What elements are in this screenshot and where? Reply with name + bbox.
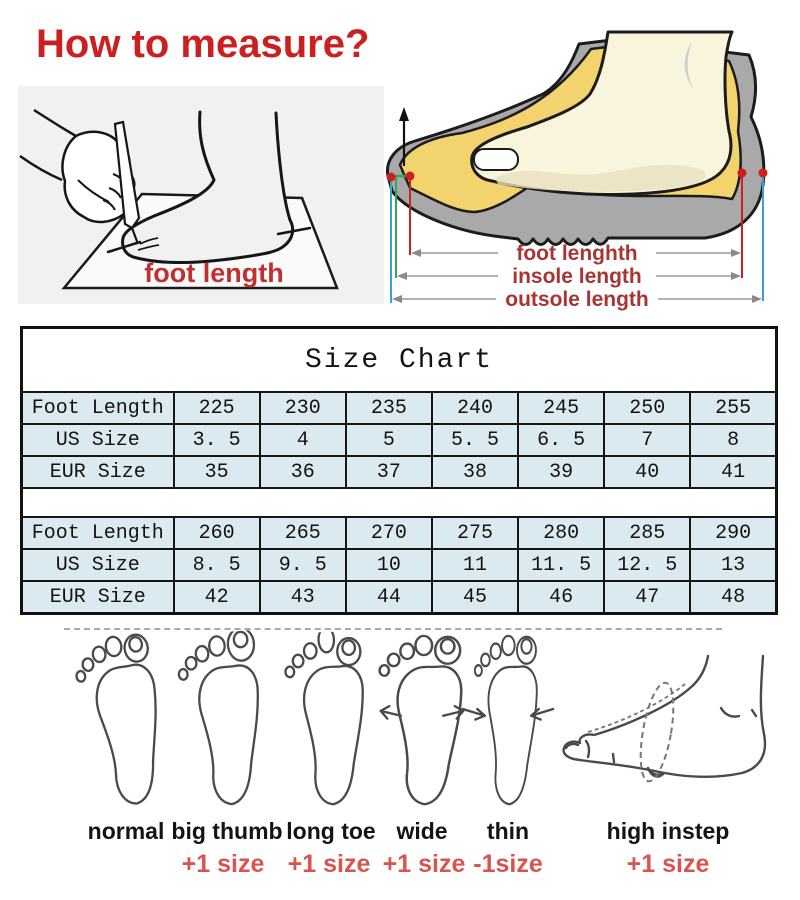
shoe-measure-drawing <box>380 0 800 318</box>
foot-type-label-normal: normal <box>87 818 165 844</box>
size-chart-cell: 3. 5 <box>174 424 260 456</box>
size-chart-cell: 260 <box>174 517 260 549</box>
size-chart-cell: 290 <box>690 517 776 549</box>
size-chart-row-header: Foot Length <box>22 517 174 549</box>
foot-illustration-big-thumb <box>177 632 277 810</box>
size-adjust-thin: -1size <box>473 850 543 878</box>
size-chart-cell: 285 <box>604 517 690 549</box>
size-chart-row <box>22 328 777 393</box>
size-chart-cell: 40 <box>604 456 690 488</box>
size-chart-cell: 44 <box>346 581 432 614</box>
size-chart-row <box>22 549 777 581</box>
size-chart-body <box>22 328 777 614</box>
instep-dashed-line <box>588 684 685 732</box>
size-chart-cell: 270 <box>346 517 432 549</box>
size-adjust-long-toe: +1 size <box>287 850 371 878</box>
foot-illustration-high-instep <box>553 650 783 818</box>
big-toe-separation <box>586 741 589 757</box>
size-chart-cell: 42 <box>174 581 260 614</box>
toe-allowance-arrow-head <box>399 107 409 121</box>
size-chart-cell: 9. 5 <box>260 549 346 581</box>
shoe-measure-illustration <box>380 0 800 318</box>
size-chart-cell: 41 <box>690 456 776 488</box>
size-chart-cell: 230 <box>260 392 346 424</box>
size-chart-cell: 8. 5 <box>174 549 260 581</box>
foot-type-label-thin: thin <box>486 818 530 844</box>
size-chart-cell: 4 <box>260 424 346 456</box>
foot-illustration-normal <box>76 632 176 810</box>
size-chart-title: Size Chart <box>22 328 777 393</box>
size-chart-cell: 225 <box>174 392 260 424</box>
foot-type-label-big-thumb: big thumb <box>171 818 283 844</box>
size-chart-cell: 5. 5 <box>432 424 518 456</box>
thin-arrow-left <box>463 709 485 720</box>
foot-length-caption: foot length <box>144 258 284 288</box>
size-adjust-high-instep: +1 size <box>626 850 710 878</box>
ankle-dimple <box>721 708 756 717</box>
outsole-length-label: outsole length <box>505 288 649 311</box>
size-chart-row-header: US Size <box>22 424 174 456</box>
size-chart-cell: 8 <box>690 424 776 456</box>
size-chart-row <box>22 517 777 549</box>
size-chart-row <box>22 488 777 517</box>
size-chart-cell: 11. 5 <box>518 549 604 581</box>
size-chart-row-header: US Size <box>22 549 174 581</box>
size-chart-cell: 12. 5 <box>604 549 690 581</box>
toe-nail-line <box>566 744 578 748</box>
size-chart-cell: 5 <box>346 424 432 456</box>
size-chart-cell: 265 <box>260 517 346 549</box>
size-chart-row <box>22 424 777 456</box>
foot-length-label: foot lenghth <box>516 242 638 265</box>
size-chart-cell: 43 <box>260 581 346 614</box>
foot-tracing-drawing <box>18 86 384 304</box>
size-chart-row-header: EUR Size <box>22 581 174 614</box>
size-adjust-big-thumb: +1 size <box>181 850 265 878</box>
size-chart-cell: 35 <box>174 456 260 488</box>
foot-type-label-long-toe: long toe <box>286 818 376 844</box>
size-chart-cell: 280 <box>518 517 604 549</box>
size-chart-cell: 7 <box>604 424 690 456</box>
size-chart-cell: 250 <box>604 392 690 424</box>
foot-illustration-long-toe <box>281 632 381 810</box>
size-chart-cell: 38 <box>432 456 518 488</box>
size-adjust-wide: +1 size <box>382 850 466 878</box>
size-chart-cell: 37 <box>346 456 432 488</box>
big-toe-nail <box>474 149 518 170</box>
measure-dot <box>387 173 396 182</box>
size-chart-cell: 36 <box>260 456 346 488</box>
size-chart-cell: 48 <box>690 581 776 614</box>
size-chart-cell: 45 <box>432 581 518 614</box>
size-chart-cell: 10 <box>346 549 432 581</box>
size-chart-cell: 255 <box>690 392 776 424</box>
page-title: How to measure? <box>36 22 370 66</box>
foot-type-label-high-instep: high instep <box>606 818 730 844</box>
size-chart-row <box>22 581 777 614</box>
size-chart-cell: 240 <box>432 392 518 424</box>
size-chart-gap <box>22 488 777 517</box>
foot-tracing-illustration <box>18 86 384 304</box>
size-chart-cell: 245 <box>518 392 604 424</box>
size-chart-cell: 39 <box>518 456 604 488</box>
foot-type-label-wide: wide <box>396 818 448 844</box>
size-chart-row-header: Foot Length <box>22 392 174 424</box>
size-chart-row-header: EUR Size <box>22 456 174 488</box>
foot-shape-guide <box>0 628 800 900</box>
size-chart-cell: 47 <box>604 581 690 614</box>
size-chart-table <box>20 326 778 615</box>
size-chart-row <box>22 392 777 424</box>
size-chart-cell: 11 <box>432 549 518 581</box>
size-chart-row <box>22 456 777 488</box>
foot-illustration-thin <box>458 632 558 810</box>
insole-length-label: insole length <box>512 265 642 288</box>
measure-dot <box>406 172 415 181</box>
size-chart-cell: 13 <box>690 549 776 581</box>
measure-dot <box>759 169 768 178</box>
measure-dot <box>738 169 747 178</box>
thin-arrow-right <box>531 709 553 720</box>
size-chart-cell: 275 <box>432 517 518 549</box>
size-chart-cell: 235 <box>346 392 432 424</box>
size-chart-cell: 46 <box>518 581 604 614</box>
size-chart-cell: 6. 5 <box>518 424 604 456</box>
